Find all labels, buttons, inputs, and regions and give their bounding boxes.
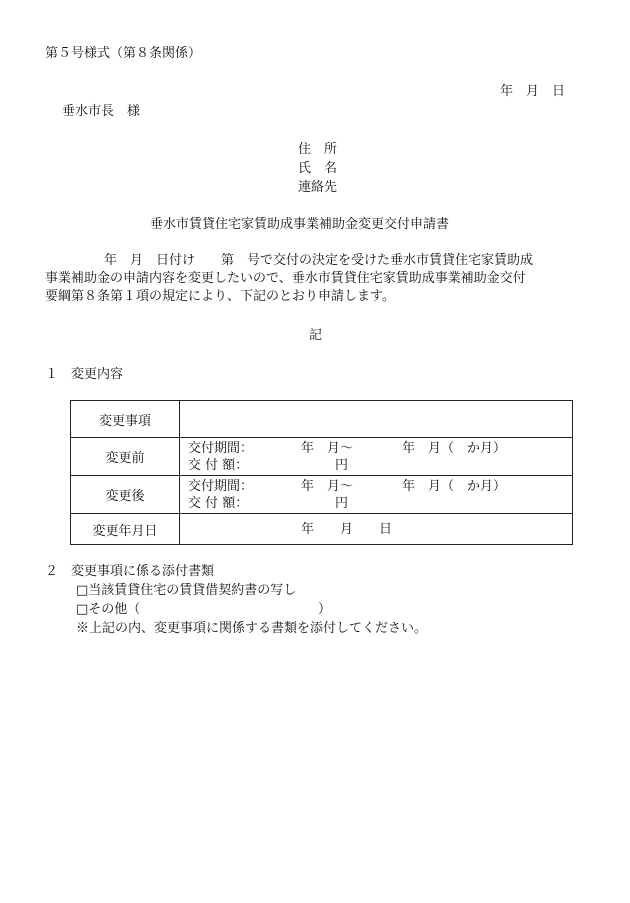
applicant-contact-label: 連絡先 (298, 180, 338, 195)
attachment-item-lease: □当該賃貸住宅の賃貸借契約書の写し (76, 583, 297, 598)
body-paragraph (45, 252, 595, 306)
period-to: 年 月（ か月） (402, 440, 507, 456)
applicant-address-label: 住 所 (298, 142, 338, 157)
attachment-item-other-close: ） (318, 602, 332, 617)
period-to: 年 月（ か月） (402, 478, 507, 494)
document-title: 垂水市賃貸住宅家賃助成事業補助金変更交付申請書 (150, 217, 450, 232)
change-date-text: 年 月 日 (301, 521, 393, 537)
amount-label: 交 付 額： (188, 495, 249, 511)
table-row (71, 401, 573, 438)
section-1-heading: １ 変更内容 (45, 367, 124, 382)
addressee: 垂水市長 様 (62, 104, 141, 119)
change-date-value (180, 514, 573, 545)
attachment-note: ※上記の内、変更事項に関係する書類を添付してください。 (76, 621, 428, 636)
period-from: 年 月～ (301, 440, 354, 456)
period-label: 交付期間： (188, 478, 254, 494)
table-row (71, 476, 573, 514)
yen-unit: 円 (335, 457, 349, 473)
attachment-item-other: □その他（ (76, 602, 141, 617)
body-line-3: 要綱第８条第１項の規定により、下記のとおり申請します。 (45, 289, 395, 304)
before-change-label: 変更前 (71, 438, 180, 476)
after-change-label: 変更後 (71, 476, 180, 514)
body-line-2: 事業補助金の申請内容を変更したいので、垂水市賃貸住宅家賃助成事業補助金交付 (45, 271, 526, 286)
after-change-value (180, 476, 573, 514)
submission-date: 年 月 日 (500, 84, 566, 99)
table-row (71, 438, 573, 476)
yen-unit: 円 (335, 495, 349, 511)
period-from: 年 月～ (301, 478, 354, 494)
amount-label: 交 付 額： (188, 457, 249, 473)
table-row (71, 514, 573, 545)
change-date-label: 変更年月日 (71, 514, 180, 545)
ki-heading: 記 (309, 328, 323, 343)
change-content-table (70, 400, 573, 545)
section-2-heading: ２ 変更事項に係る添付書類 (45, 564, 215, 579)
before-change-value (180, 438, 573, 476)
form-number: 第５号様式（第８条関係） (45, 46, 202, 61)
change-item-label: 変更事項 (71, 401, 180, 438)
period-label: 交付期間： (188, 440, 254, 456)
applicant-name-label: 氏 名 (298, 161, 338, 176)
body-line-1: 年 月 日付け 第 号で交付の決定を受けた垂水市賃貸住宅家賃助成 (104, 253, 534, 268)
change-item-value (180, 401, 573, 438)
